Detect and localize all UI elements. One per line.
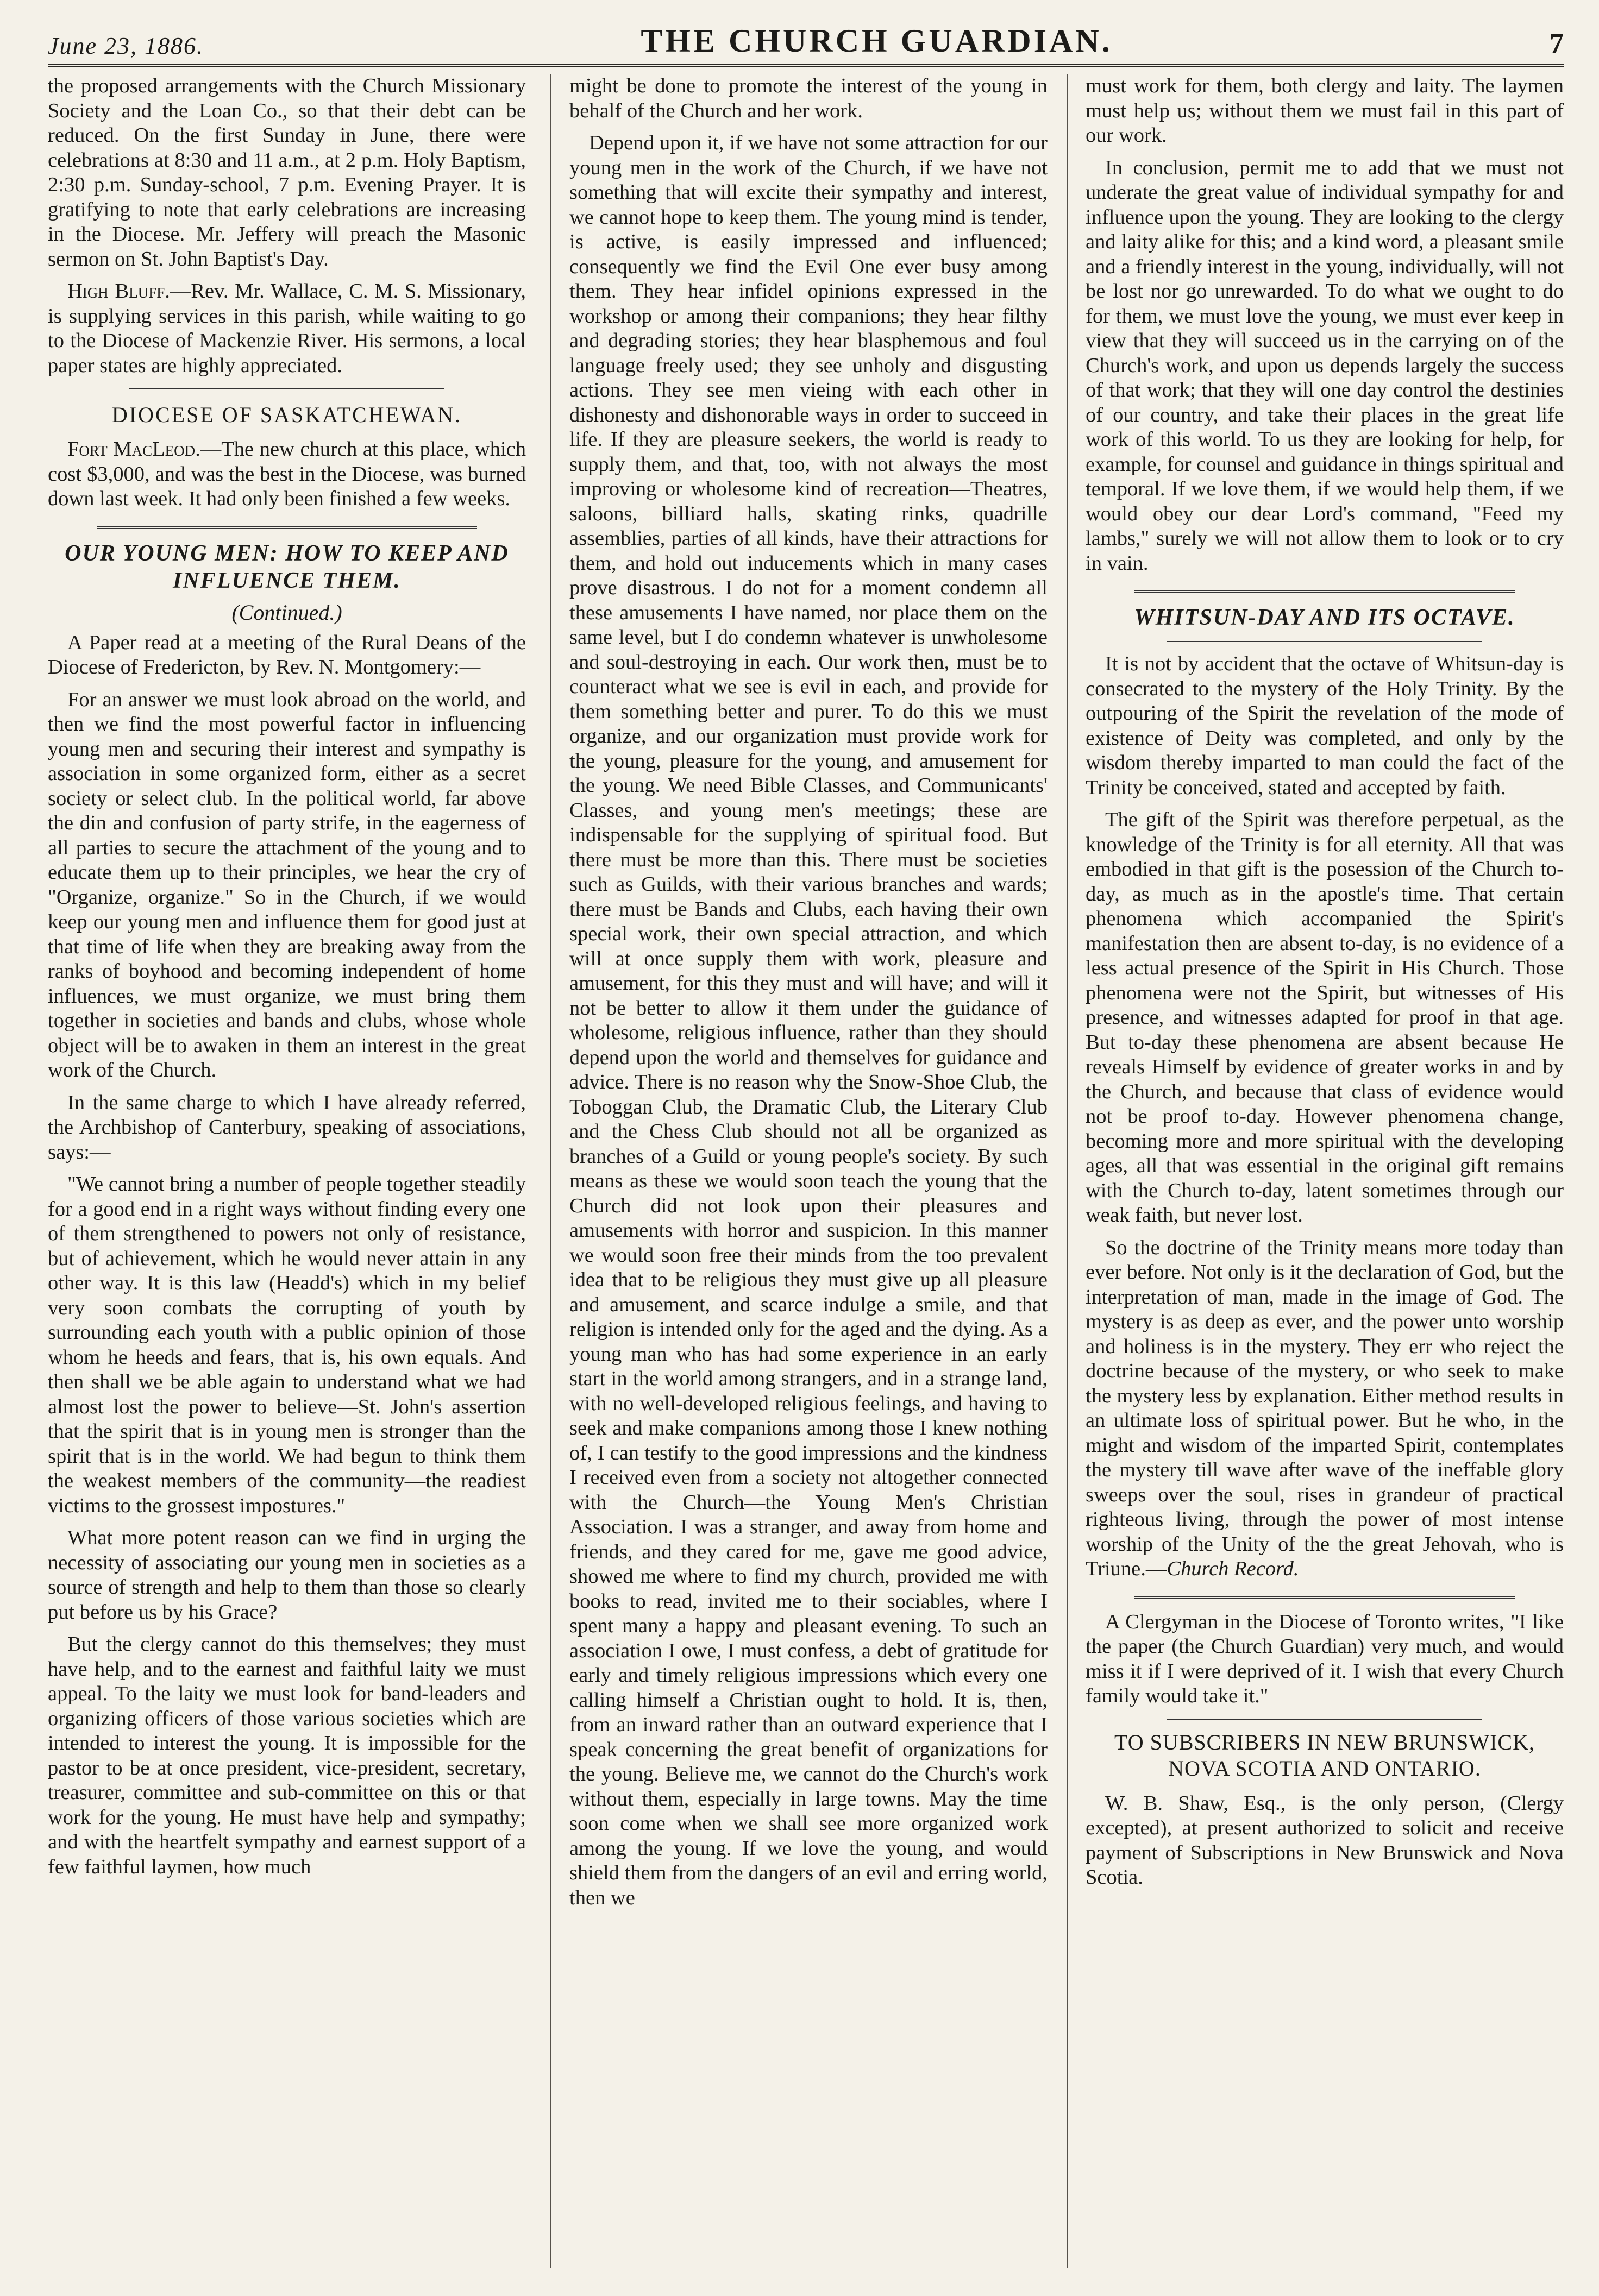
paragraph: What more potent reason can we find in urging the necessity of associating our young men in societies as a source of strength and help to them than those so clearly put before us by his Grace? xyxy=(48,1526,526,1624)
paragraph: For an answer we must look abroad on the world, and then we find the most powerful factor in influencing young men and securing their interest and sympathy is association in some organized form, either as a secret society or select club. In the political world, far above the din and confusion of party strife, in the eagerness of all parties to secure the attachment of the young and to educate them up to their principles, we hear the cry of "Organize, organize." So in the Church, if we would keep our young men and influence them for good just at that time of life when they are breaking away from the ranks of boyhood and becoming independent of home influences, we must organize, we must bring them together in societies and bands and clubs, whose whole object will be to awaken in them an interest in the great work of the Church. xyxy=(48,688,526,1081)
paragraph: W. B. Shaw, Esq., is the only person, (Clergy excepted), at present authorized to solicit and receive payment of Subscriptions in New Brunswick and Nova Scotia. xyxy=(1086,1791,1564,1889)
paragraph: But the clergy cannot do this themselves; they must have help, and to the earnest and faithful laity we must appeal. To the laity we must look for band-leaders and organizing officers of those various societies which are intended to interest the young. It is impossible for the pastor to be at once president, vice-president, secretary, treasurer, committee and sub-committee on this or that work for the young. He must have help and sympathy; and with the heartfelt sympathy and earnest support of a few faithful laymen, how much xyxy=(48,1633,526,1878)
paragraph-text: So the doctrine of the Trinity means more today than ever before. Not only is it the declaration of God, but the interpretation of man, made in the image of God. The mystery is as deep as ever, and the power unto worship and holiness is in the mystery. They err who reject the doctrine because of the mystery, or who seek to make the mystery less by explanation. Either method results in an ultimate loss of spiritual power. But he who, in the might and wisdom of the imparted Spirit, contemplates the mystery till wave after wave of the ineffable glory sweeps over the soul, rises in grandeur of practical righteous living, through the power of most intense worship of the Unity of the the great Jehovah, who is Triune.— xyxy=(1086,1236,1564,1580)
continued-note: (Continued.) xyxy=(231,600,342,625)
paragraph: A Clergyman in the Diocese of Toronto writes, "I like the paper (the Church Guardian) very much, and would miss it if I were deprived of it. I wish that every Church family would take it." xyxy=(1086,1610,1564,1707)
notice-heading-subscribers: TO SUBSCRIBERS IN NEW BRUNSWICK, NOVA SCOTIA AND ONTARIO. xyxy=(1114,1729,1535,1781)
paragraph xyxy=(1086,1236,1564,1582)
dateline: Fort MacLeod. xyxy=(67,438,200,461)
article-heading: OUR YOUNG MEN: HOW TO KEEP AND INFLUENCE THEM. xyxy=(65,540,509,593)
paragraph: the proposed arrangements with the Church Missionary Society and the Loan Co., so that their debt can be reduced. On the first Sunday in June, there were celebrations at 8:30 and 11 a.m., at 2 p.m. Holy Baptism, 2:30 p.m. Sunday-school, 7 p.m. Evening Prayer. It is gratifying to note that early celebrations are increasing in the Diocese. Mr. Jeffery will preach the Masonic sermon on St. John Baptist's Day. xyxy=(48,74,526,271)
divider xyxy=(1167,1719,1482,1720)
paragraph-text: —Rev. Mr. Wallace, C. M. S. Missionary, is supplying services in this parish, while waiting to go to the Diocese of Mackenzie River. His sermons, a local paper states are highly appreciated. xyxy=(48,280,526,377)
paragraph xyxy=(48,437,526,512)
columns xyxy=(48,74,1564,2268)
masthead xyxy=(48,22,1564,67)
column-1 xyxy=(48,74,526,2268)
newspaper-page xyxy=(48,22,1564,2276)
source-credit: Church Record. xyxy=(1167,1557,1299,1580)
divider xyxy=(129,388,444,389)
paragraph xyxy=(48,279,526,378)
divider xyxy=(1134,590,1515,593)
article-heading-whitsun: WHITSUN-DAY AND ITS OCTAVE. xyxy=(1134,605,1515,630)
paragraph: must work for them, both clergy and laity. The laymen must help us; without them we must fail in this part of our work. xyxy=(1086,74,1564,147)
paragraph: might be done to promote the interest of the young in behalf of the Church and her work. xyxy=(569,74,1048,122)
page-number: 7 xyxy=(1550,28,1564,59)
newspaper-title: THE CHURCH GUARDIAN. xyxy=(641,23,1113,59)
paragraph: The gift of the Spirit was therefore perpetual, as the knowledge of the Trinity is for all eternity. All that was embodied in that gift is the posession of the Church to-day, as much as in the apostle's time. That certain phenomena which accompanied the Spirit's manifestation then are absent to-day, is no evidence of a less actual presence of the Spirit in His Church. Those phenomena were not the Spirit, but witnesses of His presence, and witnesses adapted for proof in that age. But to-day these phenomena are absent because He reveals Himself by evidence of greater works in and by the Church, and because that class of evidence would not be proof to-day. However phenomena change, becoming more and more spiritual with the developing ages, all that was essential in the original gift remains with the Church to-day, latent sometimes through our weak faith, but never lost. xyxy=(1086,808,1564,1226)
column-3 xyxy=(1086,74,1564,2268)
divider xyxy=(97,526,477,529)
quotation: "We cannot bring a number of people together steadily for a good end in a right ways without finding every one of them strengthened to powers not only of resistance, but of achievement, which he would never attain in any other way. It is this law (Headd's) which in my belief very soon combats the corrupting of youth by surrounding each youth with a public opinion of those whom he heeds and fears, that is, his own equals. And then shall we be able again to understand what we had almost lost the power to believe—St. John's assertion that the spirit that is in young men is stronger than the spirit that is in the world. We had begun to think them the weakest members of the community—the readiest victims to the grossest impostures." xyxy=(48,1173,526,1517)
paragraph: It is not by accident that the octave of Whitsun-day is consecrated to the mystery of the Holy Trinity. By the outpouring of the Spirit the revelation of the mode of existence of Deity was completed, and only by the wisdom thereby imparted to man could the fact of the Trinity be conceived, stated and accepted by faith. xyxy=(1086,652,1564,799)
divider xyxy=(1134,1596,1515,1599)
paragraph: In conclusion, permit me to add that we must not underate the great value of individual sympathy for and influence upon the young. They are looking to the clergy and laity alike for this; and a kind word, a pleasant smile and a friendly interest in the young, individually, will not be lost nor go unrewarded. To do what we ought to do for them, we must love the young, we must ever keep in view that they will succeed us in the carrying on of the Church's work, and upon us depends largely the success of that work; that they will one day control the destinies of our country, and take their places in the great life work of this world. To us they are looking for help, for example, for counsel and guidance in things spiritual and temporal. If we love them, if we would help them, if we would obey our dear Lord's command, "Feed my lambs," surely we will not allow them to look or to cry in vain. xyxy=(1086,156,1564,575)
column-divider xyxy=(1067,74,1068,2268)
column-divider xyxy=(550,74,551,2268)
paragraph-text: —The new church at this place, which cost $3,000, and was the best in the Diocese, was burned down last week. It had only been finished a few weeks. xyxy=(48,438,526,510)
paragraph: In the same charge to which I have already referred, the Archbishop of Canterbury, speaking of associations, says:— xyxy=(48,1091,526,1163)
column-2 xyxy=(569,74,1048,2268)
issue-date: June 23, 1886. xyxy=(48,33,204,59)
section-heading-saskatchewan: DIOCESE OF SASKATCHEWAN. xyxy=(111,402,462,427)
paragraph: A Paper read at a meeting of the Rural Deans of the Diocese of Fredericton, by Rev. N. Montgomery:— xyxy=(48,631,526,678)
dateline: High Bluff. xyxy=(67,280,170,303)
paragraph: Depend upon it, if we have not some attraction for our young men in the work of the Church, if we have not something that will excite their sympathy and interest, we cannot hope to keep them. The young mind is tender, is active, is easily impressed and influenced; consequently we find the Evil One ever busy among them. They hear infidel opinions expressed in the workshop or among their companions; they hear filthy and degrading stories; they hear blasphemous and foul language freely used; they see unholy and disgusting actions. They see men vieing with each other in dishonesty and dishonorable ways in order to succeed in life. If they are pleasure seekers, the world is ready to supply them, and that, too, with not always the most improving or wholesome kind of recreation—Theatres, saloons, billiard halls, skating rinks, quadrille assemblies, parties of all kinds, have their attractions for them, and hold out inducements which in many cases prove disastrous. I do not for a moment condemn all these amusements I have named, nor place them on the same level, but I do condemn whatever is unwholesome and soul-destroying in each. Our work then, must be to counteract what we see is evil in each, and provide for them something better and purer. To do this we must organize, and our organization must provide work for the young, pleasure for the young, and amusement for the young. We need Bible Classes, and Communicants' Classes, and young men's meetings; these are indispensable for the supplying of spiritual food. But there must be more than this. There must be societies such as Guilds, with their various branches and wards; there must be Bands and Clubs, each having their own special work, their own special attraction, and which will at once supply them with work, pleasure and amusement, for this they must and will have; and will it not be better to allow it them under the guidance of wholesome, religious influence, rather than they should depend upon the world and themselves for guidance and advice. There is no reason why the Snow-Shoe Club, the Toboggan Club, the Dramatic Club, the Literary Club and the Chess Club should not all be organized as branches of a Guild or young people's society. By such means as these we would soon teach the young that the Church did not look upon their pleasures and amusements with horror and suspicion. In this manner we would soon free their minds from the too prevalent idea that to be religious they must give up all pleasure and amusement, and scarce indulge a smile, and that religion is intended only for the aged and the dying. As a young man who has had some experience in an early start in the world among strangers, and in a strange land, with no well-developed religious feelings, and having to seek and make companions among those I knew nothing of, I can testify to the good impressions and the kindness I received even from a society not altogether connected with the Church—the Young Men's Christian Association. I was a stranger, and away from home and friends, and they cared for me, gave me good advice, showed me where to find my church, provided me with books to read, invited me to their sociables, where I spent many a happy and pleasant evening. To such an association I owe, I must confess, a debt of gratitude for early and timely religious impressions which every one calling himself a Christian ought to hold. It is, then, from an inward rather than an outward experience that I speak concerning the great benefit of organizations for the young. Believe me, we cannot do the Church's work without them, especially in large towns. May the time soon come when we shall see more organized work among the young. If we love the young, and would shield them from the dangers of an evil and erring world, then we xyxy=(569,131,1048,1909)
divider xyxy=(1167,641,1482,642)
